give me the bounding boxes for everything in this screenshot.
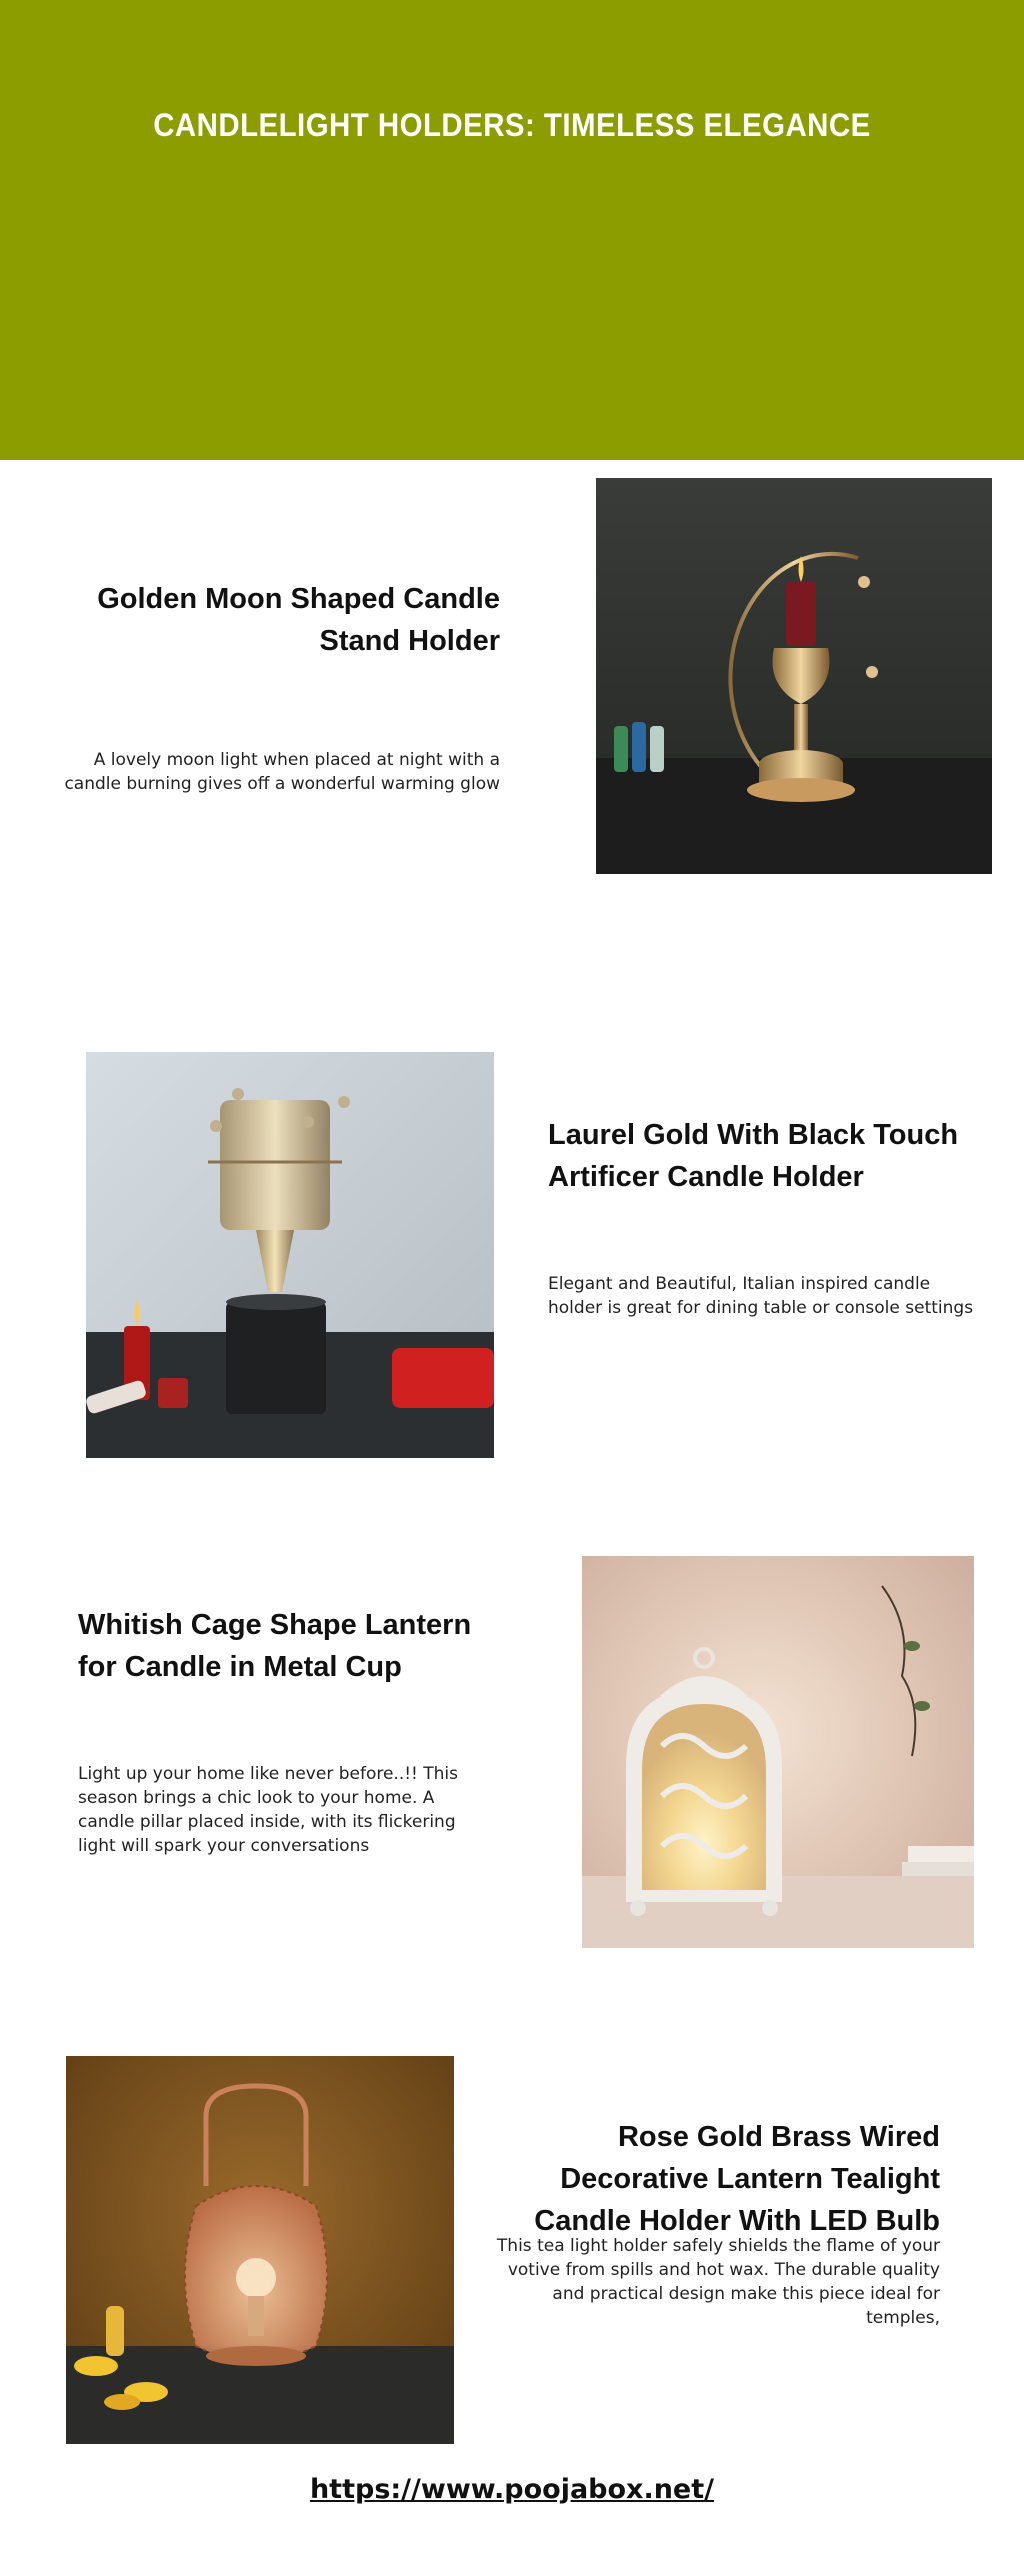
product-1-description: A lovely moon light when placed at night with a candle burning gives off a wonderful warming glow bbox=[64, 750, 500, 794]
page-title: CANDLELIGHT HOLDERS: TIMELESS ELEGANCE bbox=[153, 106, 871, 143]
rose-gold-lantern-photo bbox=[66, 2056, 454, 2444]
cage-lantern-photo bbox=[582, 1556, 974, 1948]
product-3-description: Light up your home like never before..!! This season brings a chic look to your home. A candle pillar placed inside, with its flickering light will spark your conversations bbox=[78, 1764, 459, 1856]
product-1-title: Golden Moon Shaped Candle Stand Holder bbox=[97, 583, 500, 657]
footer bbox=[0, 2474, 1024, 2505]
product-2-description: Elegant and Beautiful, Italian inspired candle holder is great for dining table or console settings bbox=[548, 1274, 974, 1318]
laurel-candle-holder-photo bbox=[86, 1052, 494, 1458]
product-2-title: Laurel Gold With Black Touch Artificer Candle Holder bbox=[548, 1119, 959, 1193]
product-4-title: Rose Gold Brass Wired Decorative Lantern Tealight Candle Holder With LED Bulb bbox=[534, 2121, 940, 2237]
product-4-description: This tea light holder safely shields the flame of your votive from spills and hot wax. The durable quality and practical design make this piece ideal for temples, bbox=[496, 2236, 940, 2328]
website-link[interactable]: https://www.poojabox.net/ bbox=[309, 2474, 715, 2505]
moon-candle-stand-photo bbox=[596, 478, 992, 874]
product-3-title: Whitish Cage Shape Lantern for Candle in Metal Cup bbox=[78, 1609, 472, 1683]
header-banner bbox=[0, 0, 1024, 460]
